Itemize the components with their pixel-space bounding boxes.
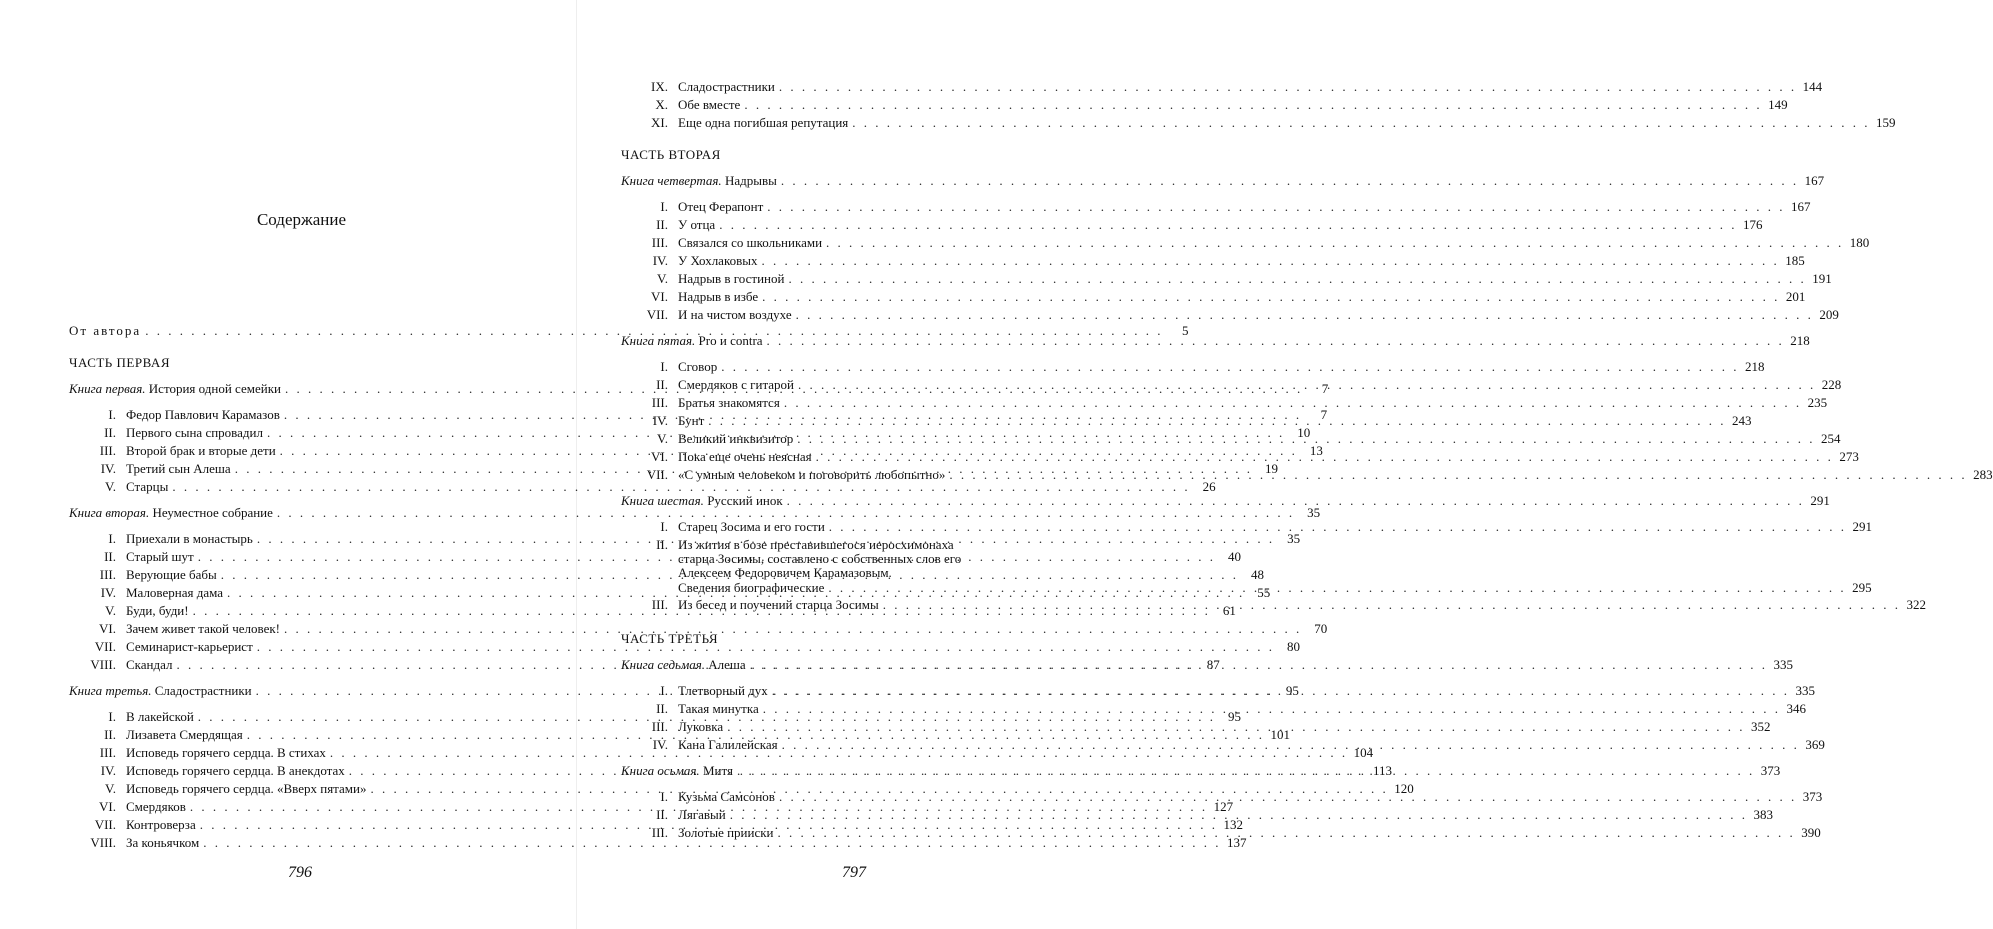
toc-book-heading[interactable]: Книга вторая. Неуместное собрание . . . 35 <box>69 504 530 522</box>
toc-book-heading[interactable]: Книга четвертая. Надрывы . . . 167 <box>621 172 1081 190</box>
toc-entry[interactable]: I. Приехали в монастырь . . . 35 <box>69 530 530 548</box>
toc-entry[interactable]: III. Связался со школьниками . . . 180 <box>621 234 1081 252</box>
toc-book-heading[interactable]: Книга шестая. Русский инок . . . 291 <box>621 492 1081 510</box>
toc-entry[interactable]: V. Великий инквизитор . . . 254 <box>621 430 1081 448</box>
toc-entry[interactable]: II. Лягавый . . . 383 <box>621 806 1081 824</box>
toc-entry[interactable]: III. Верующие бабы . . . 48 <box>69 566 530 584</box>
toc-entry[interactable]: I. Тлетворный дух . . . 335 <box>621 682 1081 700</box>
chapter-list <box>621 78 1896 132</box>
toc-entry[interactable]: XI. Еще одна погибшая репутация . . . 159 <box>621 114 1081 132</box>
toc-entry[interactable]: I. Старец Зосима и его гости . . . 291 <box>621 518 1081 536</box>
toc-entry[interactable]: III. Из бесед и поучений старца Зосимы . . . 322 <box>621 596 1081 614</box>
toc-entry[interactable]: VI. Смердяков . . . 127 <box>69 798 530 816</box>
toc-entry[interactable]: V. Буди, буди! . . . 61 <box>69 602 530 620</box>
toc-entry[interactable]: I. Сговор . . . 218 <box>621 358 1081 376</box>
toc-entry[interactable]: I. Кузьма Самсонов . . . 373 <box>621 788 1081 806</box>
page-number: 796 <box>288 864 312 881</box>
part-heading: ЧАСТЬ ПЕРВАЯ <box>69 355 170 370</box>
toc-entry[interactable]: II. Смердяков с гитарой . . . 228 <box>621 376 1081 394</box>
toc-entry[interactable]: III. Исповедь горячего сердца. В стихах . . . 104 <box>69 744 530 762</box>
chapter-list <box>621 198 1870 324</box>
toc-entry[interactable]: I. Отец Ферапонт . . . 167 <box>621 198 1081 216</box>
toc-book-heading[interactable]: Книга пятая. Pro и contra . . . 218 <box>621 332 1081 350</box>
toc-entry[interactable]: IV. У Хохлаковых . . . 185 <box>621 252 1081 270</box>
toc-entry[interactable]: II. Такая минутка . . . 346 <box>621 700 1081 718</box>
toc-entry[interactable]: II. Первого сына спровадил . . . 10 <box>69 424 530 442</box>
toc-entry[interactable]: III. Золотые прииски . . . 390 <box>621 824 1081 842</box>
toc-entry[interactable]: II. Старый шут . . . 40 <box>69 548 530 566</box>
toc-entry[interactable]: V. Надрыв в гостиной . . . 191 <box>621 270 1081 288</box>
part-heading: ЧАСТЬ ТРЕТЬЯ <box>621 631 719 646</box>
toc-entry-author[interactable]: От автора . . . 5 <box>69 322 530 340</box>
toc-entry[interactable]: III. Второй брак и вторые дети . . . 13 <box>69 442 530 460</box>
toc-entry[interactable]: IV. Маловерная дама . . . 55 <box>69 584 530 602</box>
toc-book-heading[interactable]: Книга осьмая. Митя . . . 373 <box>621 762 1081 780</box>
toc-entry[interactable]: II. У отца . . . 176 <box>621 216 1081 234</box>
toc-entry[interactable]: VII. Контроверза . . . 132 <box>69 816 530 834</box>
toc-entry[interactable]: VIII. Скандал . . . 87 <box>69 656 530 674</box>
toc-book-heading[interactable]: Книга третья. Сладострастники . . . 95 <box>69 682 530 700</box>
toc-entry[interactable]: VIII. За коньячком . . . 137 <box>69 834 530 852</box>
toc-entry-multiline[interactable]: II. Из жития в бозе преставившегося иеросхимонаха старца Зосимы, составлено с собственных слов его Алексеем Федоровичем Карамазовым. Сведения биографические . . . 295 <box>621 538 1081 596</box>
toc-entry[interactable]: IV. Исповедь горячего сердца. В анекдотах . . . 113 <box>69 762 530 780</box>
toc-entry[interactable]: IV. Третий сын Алеша . . . 19 <box>69 460 530 478</box>
toc-entry[interactable]: II. Лизавета Смердящая . . . 101 <box>69 726 530 744</box>
toc-entry[interactable]: III. Луковка . . . 352 <box>621 718 1081 736</box>
toc-entry[interactable]: IX. Сладострастники . . . 144 <box>621 78 1081 96</box>
part-heading: ЧАСТЬ ВТОРАЯ <box>621 147 721 162</box>
toc-entry[interactable]: I. В лакейской . . . 95 <box>69 708 530 726</box>
toc-entry[interactable]: I. Федор Павлович Карамазов . . . 7 <box>69 406 530 424</box>
toc-entry[interactable]: V. Исповедь горячего сердца. «Вверх пятами» . . . 120 <box>69 780 530 798</box>
toc-entry[interactable]: VI. Зачем живет такой человек! . . . 70 <box>69 620 530 638</box>
toc-entry[interactable]: III. Братья знакомятся . . . 235 <box>621 394 1081 412</box>
toc-entry[interactable]: VI. Пока еще очень неясная . . . 273 <box>621 448 1081 466</box>
toc-entry[interactable]: VII. Семинарист-карьерист . . . 80 <box>69 638 530 656</box>
toc-book-heading[interactable]: Книга седьмая. Алеша . . . 335 <box>621 656 1081 674</box>
toc-entry[interactable]: X. Обе вместе . . . 149 <box>621 96 1081 114</box>
toc-entry[interactable]: VI. Надрыв в избе . . . 201 <box>621 288 1081 306</box>
toc-entry[interactable]: V. Старцы . . . 26 <box>69 478 530 496</box>
toc-entry[interactable]: IV. Бунт . . . 243 <box>621 412 1081 430</box>
page-title: Содержание <box>256 210 347 229</box>
toc-entry[interactable]: VII. И на чистом воздухе . . . 209 <box>621 306 1081 324</box>
toc-entry[interactable]: IV. Кана Галилейская . . . 369 <box>621 736 1081 754</box>
toc-book-heading[interactable]: Книга первая. История одной семейки . . . 7 <box>69 380 530 398</box>
toc-entry[interactable]: VII. «С умным человеком и поговорить любопытно» . . . 283 <box>621 466 1081 484</box>
page-number: 797 <box>842 864 866 881</box>
